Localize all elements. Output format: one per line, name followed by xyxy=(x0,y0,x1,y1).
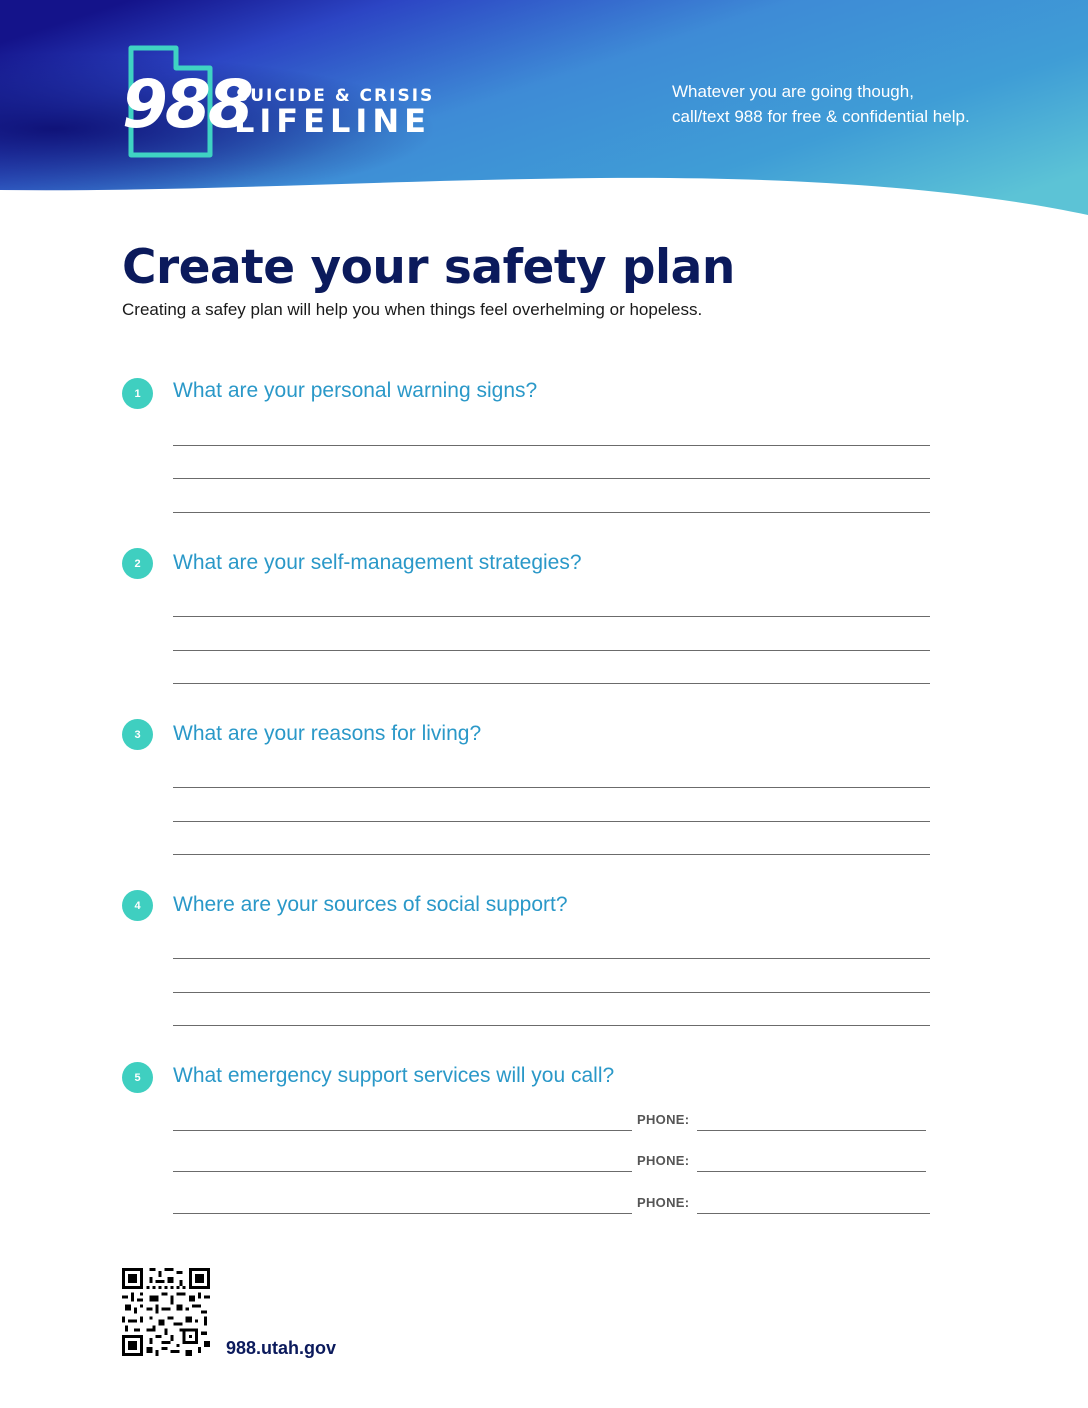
step-number-badge: 5 xyxy=(122,1062,153,1093)
answer-line[interactable] xyxy=(173,992,930,993)
question-warning-signs: What are your personal warning signs? xyxy=(173,379,538,402)
answer-line[interactable] xyxy=(173,958,930,959)
logo-number: 988 xyxy=(122,66,251,143)
step-number-badge: 3 xyxy=(122,719,153,750)
phone-number-line[interactable] xyxy=(697,1171,926,1172)
question-self-management: What are your self-management strategies? xyxy=(173,551,582,574)
header-tagline xyxy=(672,79,970,129)
step-number-badge: 2 xyxy=(122,548,153,579)
service-name-line[interactable] xyxy=(173,1171,632,1172)
website-link[interactable]: 988.utah.gov xyxy=(226,1338,337,1358)
emergency-contact-row xyxy=(0,1107,1088,1131)
988-lifeline-logo xyxy=(118,44,435,160)
answer-line[interactable] xyxy=(173,445,930,446)
tagline-line-2: call/text 988 for free & confidential help. xyxy=(672,107,970,126)
answer-line[interactable] xyxy=(173,512,930,513)
answer-line[interactable] xyxy=(173,1025,930,1026)
step-number-badge: 4 xyxy=(122,890,153,921)
qr-code-icon[interactable] xyxy=(122,1268,210,1356)
page-title: Create your safety plan xyxy=(122,240,735,295)
logo-line-suicide-crisis: SUICIDE & CRISIS xyxy=(236,86,435,106)
phone-label: PHONE: xyxy=(637,1195,690,1210)
logo-line-lifeline: LIFELINE xyxy=(234,102,431,140)
emergency-contact-row xyxy=(0,1148,1088,1172)
service-name-line[interactable] xyxy=(173,1213,632,1214)
answer-line[interactable] xyxy=(173,478,930,479)
answer-line[interactable] xyxy=(173,787,930,788)
answer-line[interactable] xyxy=(173,854,930,855)
question-social-support: Where are your sources of social support? xyxy=(173,893,568,916)
answer-line[interactable] xyxy=(173,650,930,651)
tagline-line-1: Whatever you are going though, xyxy=(672,82,914,101)
answer-line[interactable] xyxy=(173,616,930,617)
phone-label: PHONE: xyxy=(637,1153,690,1168)
service-name-line[interactable] xyxy=(173,1130,632,1131)
question-emergency-services: What emergency support services will you call? xyxy=(173,1064,615,1087)
question-reasons-for-living: What are your reasons for living? xyxy=(173,722,482,745)
step-number-badge: 1 xyxy=(122,378,153,409)
emergency-contact-row xyxy=(0,1190,1088,1214)
phone-number-line[interactable] xyxy=(697,1213,930,1214)
answer-line[interactable] xyxy=(173,683,930,684)
answer-line[interactable] xyxy=(173,821,930,822)
phone-number-line[interactable] xyxy=(697,1130,926,1131)
page-subtitle: Creating a safey plan will help you when things feel overhelming or hopeless. xyxy=(122,300,703,319)
header-banner xyxy=(0,0,1088,230)
phone-label: PHONE: xyxy=(637,1112,690,1127)
